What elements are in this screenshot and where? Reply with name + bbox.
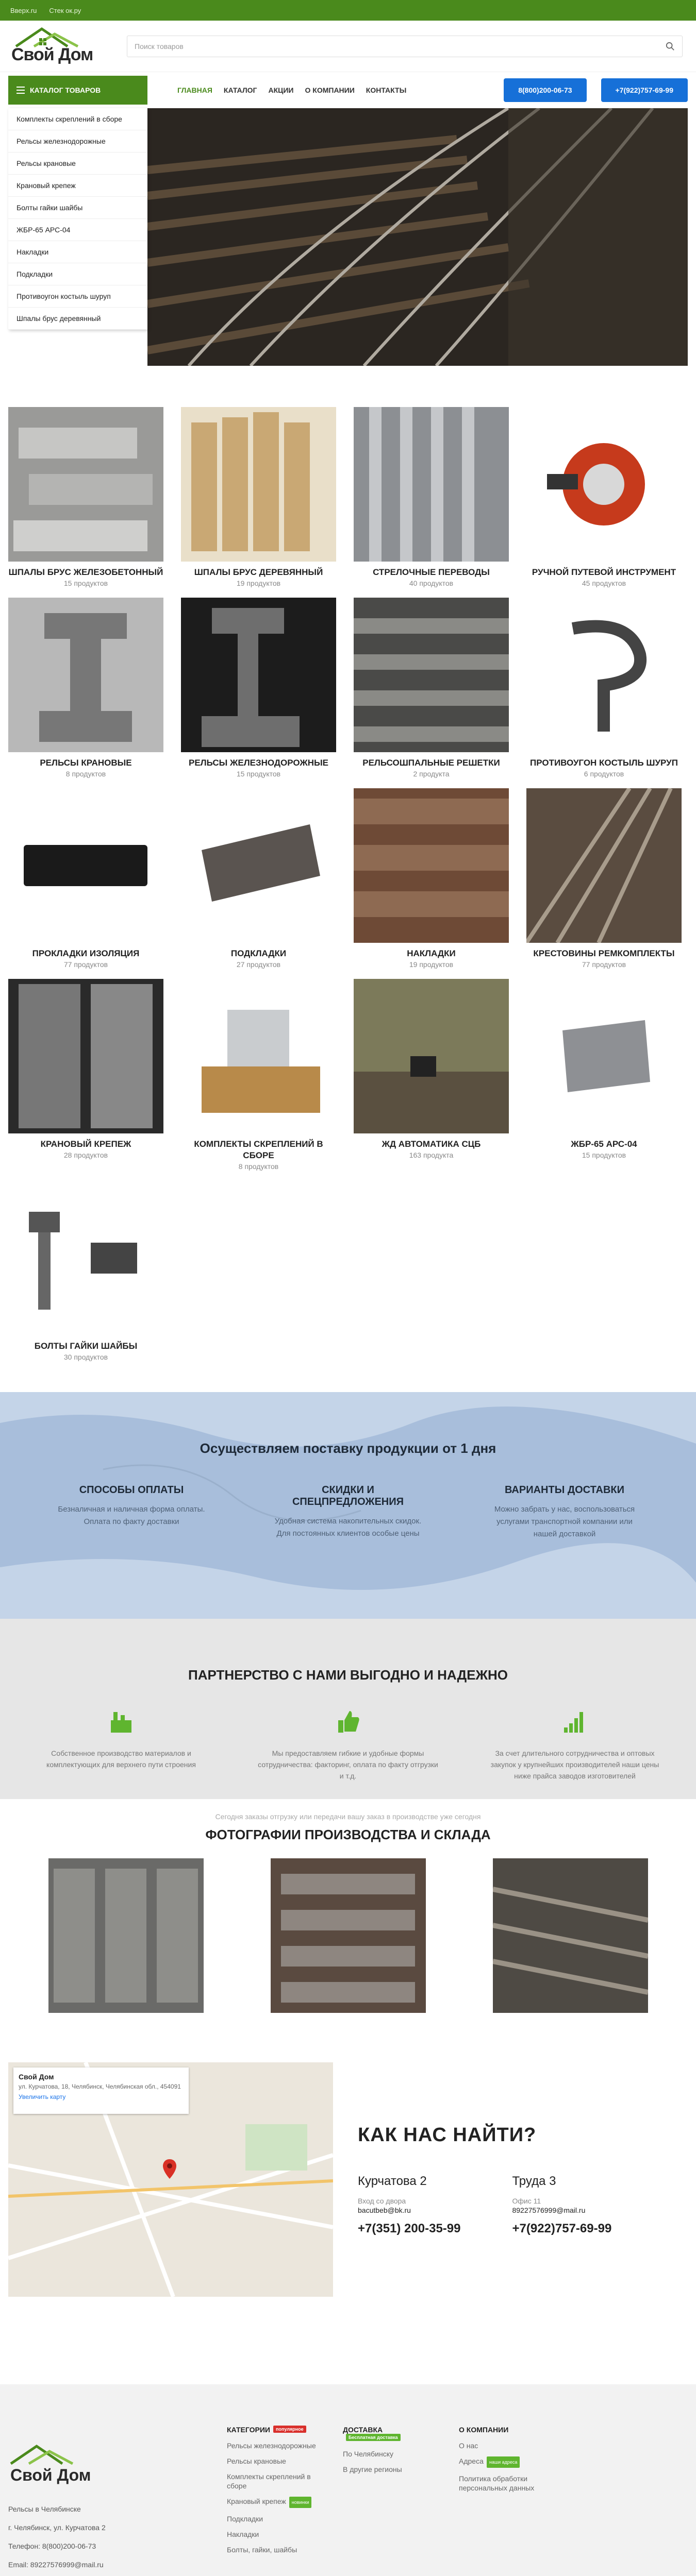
contact-address: Курчатова 2 [358, 2174, 427, 2188]
category-title[interactable]: ПРОТИВОУГОН КОСТЫЛЬ ШУРУП [530, 758, 678, 768]
contact-phone[interactable]: +7(922)757-69-99 [512, 2222, 612, 2235]
category-count: 27 продуктов [236, 960, 281, 969]
category-card[interactable] [526, 598, 682, 778]
category-title[interactable]: ЖБР-65 АРС-04 [571, 1139, 637, 1149]
category-image[interactable] [181, 598, 336, 752]
map-pin-icon[interactable] [163, 2159, 176, 2179]
contact-email[interactable]: bacutbeb@bk.ru [358, 2206, 411, 2214]
category-title[interactable]: ЖД АВТОМАТИКА СЦБ [382, 1139, 481, 1149]
category-card[interactable] [354, 788, 509, 969]
nav-about[interactable]: О КОМПАНИИ [305, 86, 355, 94]
category-count: 8 продуктов [65, 770, 106, 778]
category-title[interactable]: РУЧНОЙ ПУТЕВОЙ ИНСТРУМЕНТ [532, 567, 676, 577]
footer-col-title: О КОМПАНИИ [459, 2426, 509, 2434]
category-card[interactable] [181, 788, 336, 969]
delivery-col-text: Безналичная и наличная форма оплаты. Оплата по факту доставки [58, 1505, 205, 1526]
category-title[interactable]: НАКЛАДКИ [407, 948, 456, 958]
top-link-1[interactable]: Вверх.ru [10, 6, 37, 14]
category-grid [8, 407, 688, 1361]
footer-col-delivery [343, 2426, 438, 2561]
category-title[interactable]: СТРЕЛОЧНЫЕ ПЕРЕВОДЫ [373, 567, 490, 577]
header [0, 21, 696, 72]
category-count: 15 продуктов [236, 770, 281, 778]
delivery-col-title: ВАРИАНТЫ ДОСТАВКИ [504, 1484, 625, 1496]
footer-col-title: ДОСТАВКА [343, 2426, 383, 2434]
category-card[interactable] [8, 788, 163, 969]
contacts-info [358, 2062, 688, 2297]
category-title[interactable]: ШПАЛЫ БРУС ДЕРЕВЯННЫЙ [194, 567, 323, 577]
footer-badge: популярное [273, 2426, 306, 2433]
photos-section [0, 1799, 696, 2013]
category-image[interactable] [526, 598, 682, 752]
menu-icon [16, 87, 25, 94]
factory-icon [108, 1709, 134, 1735]
side-menu-item[interactable]: Комплекты скреплений в сборе [8, 108, 147, 130]
main-nav [0, 72, 696, 108]
production-photo[interactable] [271, 1858, 426, 2013]
catalog-side-menu [8, 108, 147, 330]
contact-email[interactable]: 89227576999@mail.ru [512, 2206, 586, 2214]
category-count: 77 продуктов [63, 960, 108, 969]
category-count: 15 продуктов [63, 579, 108, 587]
category-count: 40 продуктов [409, 579, 454, 587]
nav-contacts[interactable]: КОНТАКТЫ [366, 86, 407, 94]
category-image[interactable] [8, 788, 163, 943]
category-title[interactable]: ШПАЛЫ БРУС ЖЕЛЕЗОБЕТОННЫЙ [8, 567, 163, 577]
map-place-name: Свой Дом [19, 2073, 54, 2081]
phone-button-1[interactable]: 8(800)200-06-73 [504, 78, 586, 102]
category-title[interactable]: ПРОКЛАДКИ ИЗОЛЯЦИЯ [32, 948, 140, 958]
side-menu-item[interactable]: Шпалы брус деревянный [8, 308, 147, 330]
footer-line: Рельсы в Челябинске [8, 2505, 81, 2513]
footer-col-company [459, 2426, 554, 2561]
category-image[interactable] [8, 407, 163, 562]
category-count: 30 продуктов [63, 1353, 108, 1361]
map-enlarge-link[interactable]: Увеличить карту [19, 2093, 66, 2100]
category-card[interactable] [354, 979, 509, 1171]
category-image[interactable] [526, 407, 682, 562]
delivery-col-discounts [271, 1484, 425, 1540]
footer-badge: новинки [289, 2497, 312, 2508]
footer-link[interactable]: Рельсы крановые [227, 2457, 286, 2465]
map-info-card [13, 2067, 189, 2114]
location-map[interactable] [8, 2062, 333, 2297]
top-bar [0, 0, 696, 21]
footer-link[interactable]: По Челябинску [343, 2450, 393, 2458]
contact-note: Вход со двора [358, 2197, 406, 2205]
category-image[interactable] [181, 407, 336, 562]
delivery-col-text: Удобная система накопительных скидок. Для постоянных клиентов особые цены [274, 1517, 422, 1538]
category-image[interactable] [526, 788, 682, 943]
category-count: 6 продуктов [584, 770, 624, 778]
category-count: 8 продуктов [238, 1162, 279, 1171]
footer [0, 2384, 696, 2576]
footer-logo[interactable] [8, 2444, 101, 2485]
delivery-col-payment [54, 1484, 209, 1540]
category-count: 45 продуктов [582, 579, 626, 587]
search-box[interactable] [127, 36, 683, 57]
delivery-col-title: СКИДКИ И СПЕЦПРЕДЛОЖЕНИЯ [292, 1484, 404, 1507]
category-card[interactable] [526, 407, 682, 587]
category-card[interactable] [354, 407, 509, 587]
partnership-text: Собственное производство материалов и комплектующих для верхнего пути строения [46, 1749, 196, 1769]
footer-link[interactable]: Накладки [227, 2530, 259, 2538]
partnership-title: ПАРТНЕРСТВО С НАМИ ВЫГОДНО И НАДЕЖНО [188, 1667, 508, 1683]
side-menu-item[interactable]: ЖБР-65 АРС-04 [8, 219, 147, 241]
footer-link[interactable]: Адреса [459, 2457, 484, 2465]
footer-contacts [8, 2505, 106, 2576]
category-title[interactable]: ПОДКЛАДКИ [230, 948, 287, 958]
footer-logo-text: Свой Дом [10, 2466, 91, 2484]
category-image[interactable] [181, 979, 336, 1133]
production-photo[interactable] [48, 1858, 204, 2013]
category-count: 19 продуктов [409, 960, 454, 969]
category-title[interactable]: КРАНОВЫЙ КРЕПЕЖ [40, 1139, 131, 1149]
side-menu-item[interactable]: Болты гайки шайбы [8, 197, 147, 219]
side-menu-item[interactable]: Противоугон костыль шуруп [8, 285, 147, 308]
category-card[interactable] [8, 598, 163, 778]
contact-note: Офис 11 [512, 2197, 541, 2205]
footer-col-title: КАТЕГОРИИ [227, 2426, 270, 2434]
delivery-section [0, 1392, 696, 1619]
footer-badge: Бесплатная доставка [346, 2434, 401, 2441]
footer-link[interactable]: Политика обработки персональных данных [459, 2475, 535, 2492]
thumbs-up-icon [335, 1709, 361, 1735]
footer-link[interactable]: Крановый крепеж [227, 2497, 286, 2505]
contact-address-col [358, 2174, 460, 2236]
contacts-title: КАК НАС НАЙТИ? [358, 2124, 537, 2146]
photos-pretitle: Сегодня заказы отгрузку или передачи вашу заказ в производстве уже сегодня [215, 1812, 481, 1821]
category-image[interactable] [8, 1181, 163, 1335]
footer-line: г. Челябинск, ул. Курчатова 2 [8, 2523, 106, 2532]
category-card[interactable] [354, 598, 509, 778]
category-card[interactable] [526, 979, 682, 1171]
partnership-section [0, 1619, 696, 1799]
footer-line[interactable]: Телефон: 8(800)200-06-73 [8, 2542, 96, 2550]
contact-phone[interactable]: +7(351) 200-35-99 [358, 2222, 461, 2235]
phone-button-2[interactable]: +7(922)757-69-99 [601, 78, 688, 102]
category-title[interactable]: РЕЛЬСЫ КРАНОВЫЕ [40, 758, 132, 768]
footer-col-categories [227, 2426, 322, 2561]
delivery-col-options [487, 1484, 642, 1540]
contact-address: Труда 3 [512, 2174, 556, 2188]
photos-title: ФОТОГРАФИИ ПРОИЗВОДСТВА И СКЛАДА [205, 1827, 491, 1842]
category-count: 2 продукта [413, 770, 450, 778]
contact-address-col [512, 2174, 611, 2236]
category-count: 28 продуктов [63, 1151, 108, 1159]
category-count: 19 продуктов [236, 579, 281, 587]
partnership-col [28, 1709, 214, 1782]
category-image[interactable] [354, 979, 509, 1133]
catalog-button-label: КАТАЛОГ ТОВАРОВ [30, 86, 101, 94]
footer-line[interactable]: Email: 89227576999@mail.ru [8, 2561, 104, 2569]
category-image[interactable] [354, 788, 509, 943]
category-card[interactable] [8, 407, 163, 587]
category-count: 163 продукта [409, 1151, 454, 1159]
category-image[interactable] [354, 407, 509, 562]
side-menu-item[interactable]: Накладки [8, 241, 147, 263]
delivery-title: Осуществляем поставку продукции от 1 дня [200, 1440, 496, 1456]
footer-link[interactable]: В другие регионы [343, 2465, 402, 2473]
side-menu-item[interactable]: Рельсы крановые [8, 152, 147, 175]
footer-link[interactable]: Подкладки [227, 2515, 263, 2523]
category-title[interactable]: РЕЛЬСОШПАЛЬНЫЕ РЕШЕТКИ [362, 758, 500, 768]
category-title[interactable]: КОМПЛЕКТЫ СКРЕПЛЕНИЙ В СБОРЕ [194, 1139, 323, 1160]
category-card[interactable] [8, 1181, 163, 1361]
category-card[interactable] [181, 407, 336, 587]
partnership-col [482, 1709, 668, 1782]
category-card[interactable] [526, 788, 682, 969]
side-menu-item[interactable]: Крановый крепеж [8, 175, 147, 197]
category-card[interactable] [181, 598, 336, 778]
footer-link[interactable]: Рельсы железнодорожные [227, 2442, 316, 2450]
category-title[interactable]: РЕЛЬСЫ ЖЕЛЕЗНОДОРОЖНЫЕ [188, 758, 328, 768]
logo-text: Свой Дом [11, 44, 93, 64]
hero [8, 108, 688, 366]
site-logo[interactable] [8, 27, 106, 66]
delivery-col-text: Можно забрать у нас, воспользоваться услугами транспортной компании или нашей доставкой [494, 1505, 635, 1538]
production-photo[interactable] [493, 1858, 648, 2013]
category-count: 15 продуктов [582, 1151, 626, 1159]
nav-promotions[interactable]: АКЦИИ [268, 86, 294, 94]
hero-rail-image [147, 108, 688, 366]
category-title[interactable]: БОЛТЫ ГАЙКИ ШАЙБЫ [34, 1341, 138, 1351]
nav-catalog[interactable]: КАТАЛОГ [223, 86, 257, 94]
footer-link[interactable]: Комплекты скреплений в сборе [227, 2472, 311, 2490]
category-image[interactable] [181, 788, 336, 943]
side-menu-item[interactable]: Рельсы железнодорожные [8, 130, 147, 152]
railway-tracks-image [147, 108, 688, 366]
partnership-col [255, 1709, 441, 1782]
map-place-address: ул. Курчатова, 18, Челябинск, Челябинская обл., 454091 [19, 2083, 181, 2090]
side-menu-item[interactable]: Подкладки [8, 263, 147, 285]
partnership-text: За счет длительного сотрудничества и оптовых закупок у крупнейших производителей наши цены ниже прайса заводов изготовителей [490, 1749, 659, 1780]
category-image[interactable] [526, 979, 682, 1133]
search-input[interactable]: Поиск товаров [135, 42, 184, 50]
footer-link[interactable]: О нас [459, 2442, 478, 2450]
category-count: 77 продуктов [582, 960, 626, 969]
catalog-button[interactable] [8, 76, 147, 105]
category-card[interactable] [181, 979, 336, 1171]
category-title[interactable]: КРЕСТОВИНЫ РЕМКОМПЛЕКТЫ [533, 948, 675, 958]
nav-home[interactable]: ГЛАВНАЯ [177, 86, 212, 94]
contacts-section [0, 2062, 696, 2297]
signal-bars-icon [562, 1709, 588, 1735]
category-card[interactable] [8, 979, 163, 1171]
partnership-text: Мы предоставляем гибкие и удобные формы сотрудничества: факторинг, оплата по факту отгрузки и т.д. [258, 1749, 438, 1780]
category-image[interactable] [354, 598, 509, 752]
delivery-col-title: СПОСОБЫ ОПЛАТЫ [79, 1484, 184, 1496]
house-logo-icon [13, 27, 86, 47]
category-image[interactable] [8, 979, 163, 1133]
category-image[interactable] [8, 598, 163, 752]
footer-link[interactable]: Болты, гайки, шайбы [227, 2546, 297, 2554]
footer-badge: наши адреса [487, 2456, 520, 2468]
search-icon[interactable] [666, 42, 675, 51]
top-link-2[interactable]: Стек ок.ру [49, 6, 81, 14]
